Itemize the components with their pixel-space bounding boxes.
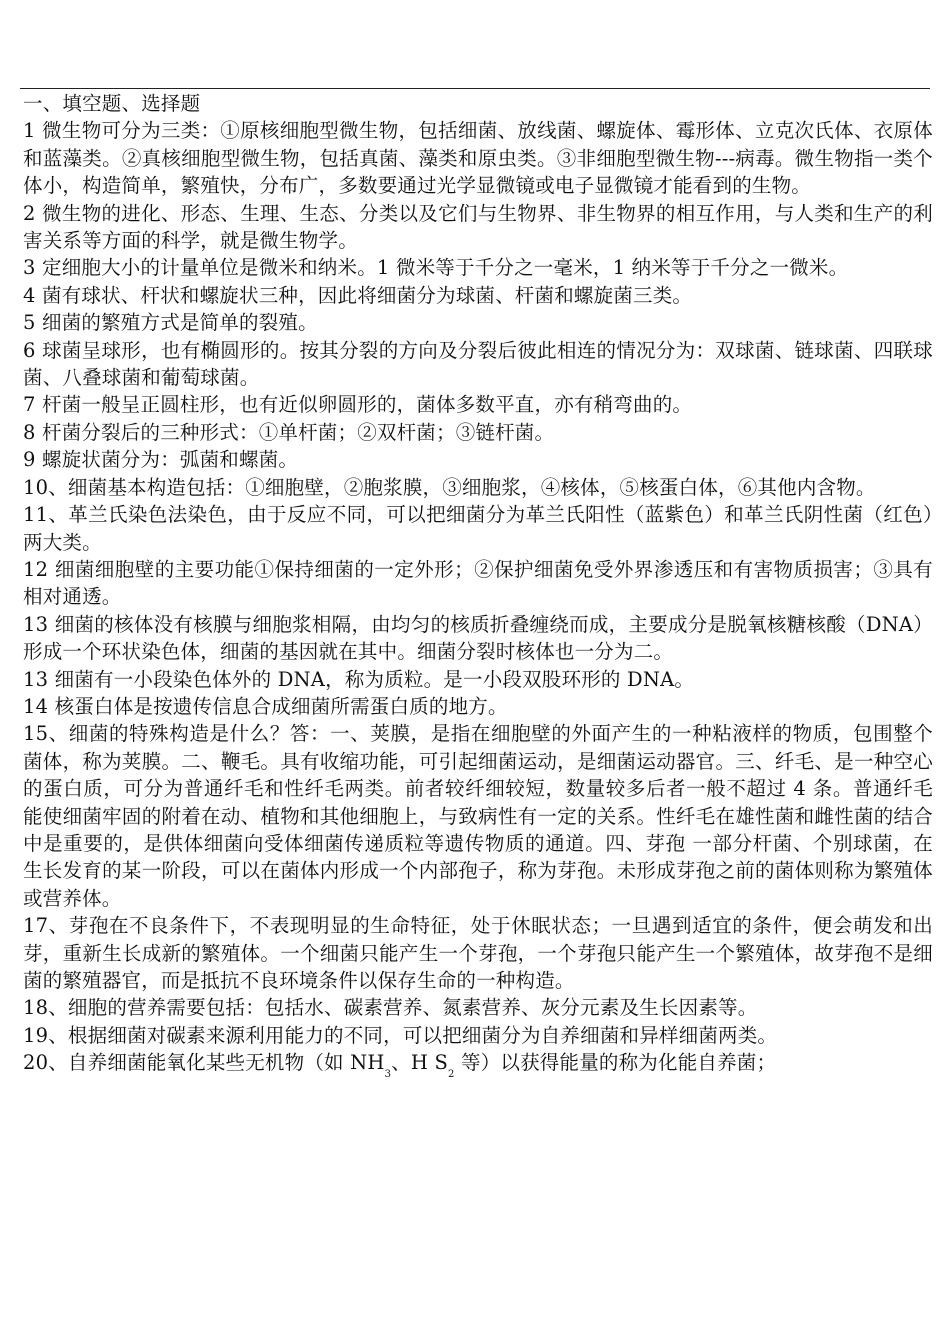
paragraph-10: 10、细菌基本构造包括：①细胞壁，②胞浆膜，③细胞浆，④核体，⑤核蛋白体，⑥其他内含物。 <box>23 475 876 499</box>
paragraph-7: 7 杆菌一般呈正圆柱形，也有近似卵圆形的，菌体多数平直，亦有稍弯曲的。 <box>23 393 693 417</box>
paragraph-14: 14 核蛋白体是按遗传信息合成细菌所需蛋白质的地方。 <box>23 694 508 718</box>
paragraph-20-middle: 、H S <box>391 1051 449 1075</box>
paragraph-11: 11、革兰氏染色法染色，由于反应不同，可以把细菌分为革兰氏阳性（蓝紫色）和革兰氏阴性菌（红色）两大类。 <box>23 503 933 554</box>
paragraph-15: 15、细菌的特殊构造是什么？答：一、荚膜，是指在细胞壁的外面产生的一种粘液样的物质，包围整个菌体，称为荚膜。二、鞭毛。具有收缩功能，可引起细菌运动，是细菌运动器官。三、纤毛、是一种空心的蛋白质，可分为普通纤毛和性纤毛两类。前者较纤细较短，数量较多后者一般不超过 4 条。普通纤毛能使细菌牢固的附着在动、植物和其他细胞上，与致病性有一定的关系。性纤毛在雄性菌和雌性菌的结合中是重要的，是供体细菌向受体细菌传递质粒等遗传物质的通道。四、芽孢 一部分杆菌、个别球菌，在生长发育的某一阶段，可以在菌体内形成一个内部孢子，称为芽孢。未形成芽孢之前的菌体则称为繁殖体或营养体。 <box>23 722 933 910</box>
paragraph-13b: 13 细菌有一小段染色体外的 DNA，称为质粒。是一小段双股环形的 DNA。 <box>23 667 695 691</box>
subscript-2: 2 <box>448 1069 455 1081</box>
paragraph-9: 9 螺旋状菌分为：弧菌和螺菌。 <box>23 448 299 472</box>
paragraph-19: 19、根据细菌对碳素来源利用能力的不同，可以把细菌分为自养细菌和异样细菌两类。 <box>23 1023 778 1047</box>
top-horizontal-rule <box>20 88 930 89</box>
paragraph-1: 1 微生物可分为三类：①原核细胞型微生物，包括细菌、放线菌、螺旋体、霉形体、立克次氏体、衣原体和蓝藻类。②真核细胞型微生物，包括真菌、藻类和原虫类。③非细胞型微生物---病毒。微生物指一类个体小，构造简单，繁殖快，分布广，多数要通过光学显微镜或电子显微镜才能看到的生物。 <box>23 119 933 198</box>
paragraph-20-suffix: 等）以获得能量的称为化能自养菌； <box>454 1051 777 1075</box>
paragraph-13a: 13 细菌的核体没有核膜与细胞浆相隔，由均匀的核质折叠缠绕而成，主要成分是脱氧核糖核酸（DNA）形成一个环状染色体，细菌的基因就在其中。细菌分裂时核体也一分为二。 <box>23 612 933 664</box>
paragraph-2: 2 微生物的进化、形态、生理、生态、分类以及它们与生物界、非生物界的相互作用，与人类和生产的利害关系等方面的科学，就是微生物学。 <box>23 201 933 253</box>
paragraph-20 <box>23 1049 933 1081</box>
paragraph-6: 6 球菌呈球形，也有椭圆形的。按其分裂的方向及分裂后彼此相连的情况分为：双球菌、链球菌、四联球菌、八叠球菌和葡萄球菌。 <box>23 338 933 390</box>
subscript-3: 3 <box>384 1069 392 1081</box>
section-heading: 一、填空题、选择题 <box>23 92 201 115</box>
paragraph-4: 4 菌有球状、杆状和螺旋状三种，因此将细菌分为球菌、杆菌和螺旋菌三类。 <box>23 283 693 307</box>
document-body <box>23 90 933 1081</box>
paragraph-3: 3 定细胞大小的计量单位是微米和纳米。1 微米等于千分之一毫米，1 纳米等于千分之一微米。 <box>23 256 849 280</box>
paragraph-18: 18、细胞的营养需要包括：包括水、碳素营养、氮素营养、灰分元素及生长因素等。 <box>23 996 758 1020</box>
paragraph-20-prefix: 20、自养细菌能氧化某些无机物（如 NH <box>23 1051 385 1075</box>
paragraph-5: 5 细菌的繁殖方式是简单的裂殖。 <box>23 311 318 335</box>
paragraph-17: 17、芽孢在不良条件下，不表现明显的生命特征，处于休眠状态；一旦遇到适宜的条件，便会萌发和出芽，重新生长成新的繁殖体。一个细菌只能产生一个芽孢，一个芽孢只能产生一个繁殖体，故芽孢不是细菌的繁殖器官，而是抵抗不良环境条件以保存生命的一种构造。 <box>23 914 933 992</box>
paragraph-8: 8 杆菌分裂后的三种形式：①单杆菌；②双杆菌；③链杆菌。 <box>23 420 555 444</box>
paragraph-12: 12 细菌细胞壁的主要功能①保持细菌的一定外形；②保护细菌免受外界渗透压和有害物质损害；③具有相对通透。 <box>23 557 933 609</box>
